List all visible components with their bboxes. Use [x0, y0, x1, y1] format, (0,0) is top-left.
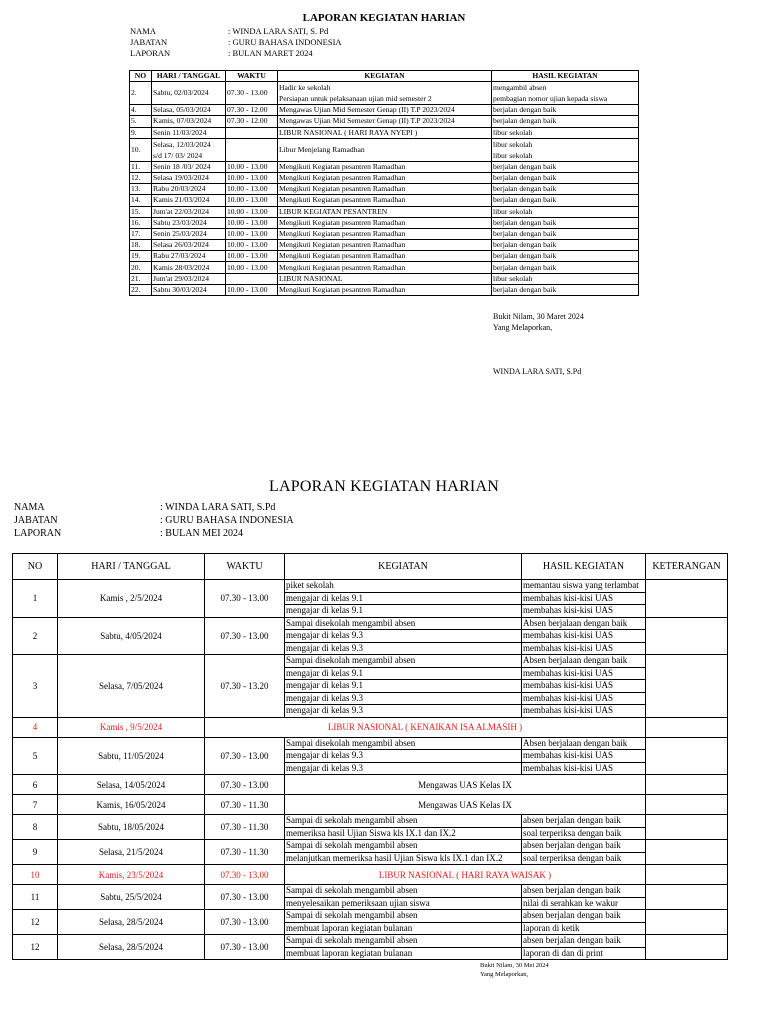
row-date: Kamis, 16/05/2024 [58, 795, 205, 815]
table-row [130, 184, 639, 195]
row-date: Kamis, 07/03/2024 [152, 116, 226, 127]
table-row [130, 262, 639, 273]
activity-line: Sampai di sekolah mengambil absen [285, 910, 521, 923]
row-date: Sabtu 30/03/2024 [152, 284, 226, 295]
activity-line: Persiapan untuk pelaksanaan ujian mid semester 2 [279, 94, 432, 104]
activity-line: piket sekolah [285, 580, 521, 593]
row-number: 17. [130, 228, 152, 239]
info-label: NAMA [130, 26, 156, 36]
result-line: nilai di serahkan ke wakur [523, 897, 618, 908]
activity-line: mengajar di kelas 9.3 [285, 750, 521, 763]
report2-signature [480, 961, 549, 979]
result-line: membahas kisi-kisi UAS [522, 593, 645, 606]
table-row [13, 885, 728, 910]
row-activity: Mengikuti Kegiatan pesantren Ramadhan [278, 240, 492, 251]
row-date: Sabtu, 02/03/2024 [152, 82, 226, 105]
row-result: berjalan dengan baik [492, 195, 639, 206]
result-line: soal terperiksa dengan baik [523, 852, 622, 863]
result-line: membahas kisi-kisi UAS [522, 750, 645, 763]
row-number: 20. [130, 262, 152, 273]
activity-line: Sampai di sekolah mengambil absen [285, 935, 521, 948]
row-date: Senin 18 /03/ 2024 [152, 161, 226, 172]
info-value: : GURU BAHASA INDONESIA [228, 37, 342, 47]
result-line: membahas kisi-kisi UAS [522, 693, 645, 706]
row-activity [285, 840, 522, 865]
row-note [646, 865, 728, 885]
activity-line: Sampai disekolah mengambil absen [285, 655, 521, 668]
row-result: berjalan dengan baik [492, 262, 639, 273]
result-line: laporan di dan di print [523, 947, 603, 958]
row-activity: Libur Menjelang Ramadhan [278, 138, 492, 161]
row-note [646, 935, 728, 960]
activity-line: mengajar di kelas 9.1 [285, 680, 521, 693]
row-number: 1 [13, 580, 58, 618]
row-activity [285, 935, 522, 960]
row-activity: LIBUR KEGIATAN PESANTREN [278, 206, 492, 217]
activity-line: mengajar di kelas 9.1 [286, 605, 363, 615]
result-line: membahas kisi-kisi UAS [523, 705, 613, 715]
row-number: 12 [13, 910, 58, 935]
row-activity: Mengikuti Kegiatan pesantren Ramadhan [278, 251, 492, 262]
result-line: membahas kisi-kisi UAS [523, 642, 613, 653]
holiday-label: LIBUR NASIONAL ( HARI RAYA WAISAK ) [285, 865, 646, 885]
result-line: membahas kisi-kisi UAS [523, 605, 613, 615]
activity-line: mengajar di kelas 9.3 [286, 642, 363, 653]
row-result: berjalan dengan baik [492, 184, 639, 195]
activity-line: mengajar di kelas 9.3 [286, 705, 363, 715]
info-value: : WINDA LARA SATI, S.Pd [160, 502, 276, 513]
signature-place-date: Bukit Nilam, 30 Mei 2024 [480, 962, 549, 969]
activity-line: mengajar di kelas 9.1 [285, 593, 521, 606]
row-activity: Mengikuti Kegiatan pesantren Ramadhan [278, 161, 492, 172]
row-date: Selasa, 7/05/2024 [58, 655, 205, 718]
row-time: 07.30 - 13.20 [205, 655, 285, 718]
info-value: : GURU BAHASA INDONESIA [160, 515, 294, 526]
row-number: 5. [130, 116, 152, 127]
row-time [226, 127, 278, 138]
result-line: laporan di ketik [523, 922, 580, 933]
row-time: 07.30 - 11.30 [205, 795, 285, 815]
row-activity [285, 885, 522, 910]
row-activity: Mengikuti Kegiatan pesantren Ramadhan [278, 172, 492, 183]
row-date: Selasa, 21/5/2024 [58, 840, 205, 865]
result-line: absen berjalan dengan baik [522, 840, 645, 853]
row-number: 12. [130, 172, 152, 183]
row-note [646, 617, 728, 655]
column-header: HARI / TANGGAL [152, 71, 226, 82]
row-activity: Mengikuti Kegiatan pesantren Ramadhan [278, 195, 492, 206]
activity-line: Sampai disekolah mengambil absen [285, 738, 521, 751]
column-header: HASIL KEGIATAN [492, 71, 639, 82]
result-line: libur sekolah [493, 139, 533, 149]
row-activity: Mengikuti Kegiatan pesantren Ramadhan [278, 228, 492, 239]
result-line: Absen berjalaan dengan baik [522, 738, 645, 751]
row-note [646, 717, 728, 737]
row-result: berjalan dengan baik [492, 284, 639, 295]
column-header: KEGIATAN [278, 71, 492, 82]
row-number: 3 [13, 655, 58, 718]
row-number: 18. [130, 240, 152, 251]
row-activity: Mengikuti Kegiatan pesantren Ramadhan [278, 217, 492, 228]
result-line: absen berjalan dengan baik [522, 885, 645, 898]
row-activity [278, 82, 492, 105]
signature-reporter: Yang Melaporkan, [480, 971, 529, 978]
row-date: Senin 11/03/2024 [152, 127, 226, 138]
result-line: pembagian nomor ujian kepada siswa [493, 94, 608, 104]
activity-line: membuat laporan kegiatan bulanan [286, 922, 413, 933]
row-activity [285, 655, 522, 718]
row-result: berjalan dengan baik [492, 228, 639, 239]
row-number: 2. [130, 82, 152, 105]
activity-line: melanjutkan memeriksa hasil Ujian Siswa kls IX.1 dan IX.2 [286, 852, 503, 863]
row-activity [285, 815, 522, 840]
row-date: Sabtu, 25/5/2024 [58, 885, 205, 910]
row-activity [285, 737, 522, 775]
row-date [152, 138, 226, 161]
row-time: 07.30 - 13.00 [205, 737, 285, 775]
table-row [130, 105, 639, 116]
table-row [130, 240, 639, 251]
signature-place-date: Bukit Nilam, 30 Maret 2024 [493, 312, 584, 321]
row-time: 07.30 - 13.00 [205, 865, 285, 885]
row-date: Kamis, 23/5/2024 [58, 865, 205, 885]
report1-title: LAPORAN KEGIATAN HARIAN [302, 12, 466, 24]
row-number: 19. [130, 251, 152, 262]
row-note [646, 815, 728, 840]
row-date: Selasa, 28/5/2024 [58, 910, 205, 935]
row-time [226, 273, 278, 284]
info-row [130, 48, 342, 59]
row-time: 10.00 - 13.00 [226, 228, 278, 239]
row-time: 10.00 - 13.00 [226, 284, 278, 295]
table-row [13, 935, 728, 960]
result-line: absen berjalan dengan baik [522, 935, 645, 948]
result-line: memantau siswa yang terlambat [522, 580, 645, 593]
result-line: membahas kisi-kisi UAS [522, 680, 645, 693]
row-date: Rabu 20/03/2024 [152, 184, 226, 195]
result-line: Absen berjalaan dengan baik [522, 618, 645, 631]
row-date: Sabtu 23/03/2024 [152, 217, 226, 228]
info-value: : BULAN MEI 2024 [160, 528, 244, 539]
row-activity: Mengikuti Kegiatan pesantren Ramadhan [278, 262, 492, 273]
row-time: 10.00 - 13.00 [226, 206, 278, 217]
row-date: Selasa 19/03/2024 [152, 172, 226, 183]
row-number: 2 [13, 617, 58, 655]
row-time: 07.30 - 13.00 [205, 775, 285, 795]
row-date: Selasa, 14/05/2024 [58, 775, 205, 795]
activity-line: Sampai disekolah mengambil absen [285, 618, 521, 631]
row-date: Jum'at 22/03/2024 [152, 206, 226, 217]
result-line: membahas kisi-kisi UAS [523, 762, 613, 773]
row-activity: LIBUR NASIONAL ( HARI RAYA NYEPI ) [278, 127, 492, 138]
row-note [646, 885, 728, 910]
activity-line: Sampai di sekolah mengambil absen [285, 840, 521, 853]
info-row [14, 514, 294, 527]
table-row [130, 284, 639, 295]
row-time: 07.30 - 13.00 [205, 580, 285, 618]
result-line: absen berjalan dengan baik [522, 815, 645, 828]
row-time: 10.00 - 13.00 [226, 195, 278, 206]
signature-reporter: Yang Melaporkan, [493, 323, 553, 332]
result-line: libur sekolah [493, 150, 533, 160]
row-number: 11. [130, 161, 152, 172]
row-activity: LIBUR NASIONAL [278, 273, 492, 284]
holiday-label: LIBUR NASIONAL ( KENAIKAN ISA ALMASIH ) [205, 717, 646, 737]
row-time: 07.30 - 13.00 [205, 885, 285, 910]
row-result: berjalan dengan baik [492, 251, 639, 262]
info-row [14, 527, 294, 540]
row-number: 8 [13, 815, 58, 840]
table-row [130, 161, 639, 172]
activity-line: menyelesaikan pemeriksaan ujian siswa [286, 897, 430, 908]
row-time: 10.00 - 13.00 [226, 262, 278, 273]
result-line: Absen berjalaan dengan baik [522, 655, 645, 668]
table-row [13, 655, 728, 718]
row-number: 11 [13, 885, 58, 910]
row-number: 15. [130, 206, 152, 217]
row-time: 10.00 - 13.00 [226, 240, 278, 251]
table-row [13, 717, 728, 737]
row-result [492, 138, 639, 161]
table-row [13, 910, 728, 935]
row-number: 9 [13, 840, 58, 865]
info-label: NAMA [14, 502, 45, 513]
row-note [646, 840, 728, 865]
report2-info [14, 501, 294, 540]
row-number: 21. [130, 273, 152, 284]
table-row [130, 172, 639, 183]
report1-signature [493, 311, 584, 333]
row-date-line: s/d 17/ 03/ 2024 [153, 150, 203, 160]
row-result: berjalan dengan baik [492, 105, 639, 116]
activity-line: mengajar di kelas 9.3 [286, 762, 363, 773]
row-result [522, 935, 646, 960]
row-date: Selasa, 05/03/2024 [152, 105, 226, 116]
row-number: 5 [13, 737, 58, 775]
result-line: mengambil absen [493, 83, 547, 93]
table-row [13, 815, 728, 840]
row-time: 10.00 - 13.00 [226, 161, 278, 172]
column-header: WAKTU [226, 71, 278, 82]
activity-line: mengajar di kelas 9.1 [285, 668, 521, 681]
row-activity [285, 617, 522, 655]
row-number: 22. [130, 284, 152, 295]
row-time: 07.30 - 11.30 [205, 840, 285, 865]
row-note [646, 775, 728, 795]
activity-line: Sampai di sekolah mengambil absen [285, 885, 521, 898]
row-date: Sabtu, 11/05/2024 [58, 737, 205, 775]
row-date: Selasa 26/03/2024 [152, 240, 226, 251]
row-note [646, 795, 728, 815]
activity-line: membuat laporan kegiatan bulanan [286, 947, 413, 958]
row-number: 10 [13, 865, 58, 885]
row-result [522, 885, 646, 910]
row-activity: Mengawas Ujian Mid Semester Genap (II) T.P 2023/2024 [278, 116, 492, 127]
row-number: 16. [130, 217, 152, 228]
column-header: WAKTU [205, 554, 285, 580]
row-date: Kamis 28/03/2024 [152, 262, 226, 273]
activity-line: Sampai di sekolah mengambil absen [285, 815, 521, 828]
row-number: 4. [130, 105, 152, 116]
info-row [14, 501, 294, 514]
table-row [130, 127, 639, 138]
row-date: Kamis , 2/5/2024 [58, 580, 205, 618]
info-label: JABATAN [130, 37, 168, 47]
row-date: Selasa, 28/5/2024 [58, 935, 205, 960]
row-number: 13. [130, 184, 152, 195]
row-date: Kamis , 9/5/2024 [58, 717, 205, 737]
row-time: 10.00 - 13.00 [226, 184, 278, 195]
row-date: Sabtu, 4/05/2024 [58, 617, 205, 655]
row-time: 10.00 - 13.00 [226, 217, 278, 228]
table-row [130, 273, 639, 284]
info-label: LAPORAN [14, 528, 62, 539]
row-result: libur sekolah [492, 127, 639, 138]
report1-table [129, 70, 639, 296]
table-row [130, 251, 639, 262]
row-result: libur sekolah [492, 273, 639, 284]
row-activity [285, 580, 522, 618]
table-row [13, 840, 728, 865]
row-date: Senin 25/03/2024 [152, 228, 226, 239]
table-row [130, 195, 639, 206]
row-result: berjalan dengan baik [492, 116, 639, 127]
signature-name: WINDA LARA SATI, S.Pd [493, 367, 582, 376]
row-number: 9. [130, 127, 152, 138]
row-number: 14. [130, 195, 152, 206]
row-result: berjalan dengan baik [492, 217, 639, 228]
row-time: 07.30 - 13.00 [226, 82, 278, 105]
row-result [522, 580, 646, 618]
report1-info [130, 26, 342, 59]
table-row [130, 138, 639, 161]
column-header: KEGIATAN [285, 554, 522, 580]
merged-activity: Mengawas UAS Kelas IX [285, 775, 646, 795]
row-time: 07.30 - 13.00 [205, 910, 285, 935]
report2-table [12, 553, 728, 960]
row-number: 10. [130, 138, 152, 161]
table-row [13, 795, 728, 815]
table-row [13, 775, 728, 795]
row-note [646, 655, 728, 718]
row-result [522, 617, 646, 655]
row-result [522, 840, 646, 865]
row-date: Sabtu, 18/05/2024 [58, 815, 205, 840]
info-row [130, 37, 342, 48]
table-row [13, 580, 728, 618]
row-time: 07.30 - 12.00 [226, 116, 278, 127]
table-row [13, 617, 728, 655]
table-row [130, 116, 639, 127]
row-number: 6 [13, 775, 58, 795]
column-header: NO [130, 71, 152, 82]
row-time: 07.30 - 11.30 [205, 815, 285, 840]
row-result [522, 737, 646, 775]
activity-line: memeriksa hasil Ujian Siswa kls IX.1 dan IX.2 [286, 827, 456, 838]
row-date-line: Selasa, 12/03/2024 [153, 139, 211, 149]
row-activity: Mengawas Ujian Mid Semester Genap (II) T.P 2023/2024 [278, 105, 492, 116]
row-note [646, 580, 728, 618]
info-label: LAPORAN [130, 48, 171, 58]
row-result [522, 655, 646, 718]
row-time: 10.00 - 13.00 [226, 251, 278, 262]
row-time: 07.30 - 13.00 [205, 935, 285, 960]
row-time: 07.30 - 13.00 [205, 617, 285, 655]
info-value: : WINDA LARA SATI, S. Pd [228, 26, 329, 36]
row-number: 12 [13, 935, 58, 960]
info-label: JABATAN [14, 515, 58, 526]
report2-title: LAPORAN KEGIATAN HARIAN [269, 478, 499, 495]
row-number: 7 [13, 795, 58, 815]
column-header: HARI / TANGGAL [58, 554, 205, 580]
row-activity [285, 910, 522, 935]
row-time [226, 138, 278, 161]
result-line: soal terperiksa dengan baik [523, 827, 622, 838]
table-row [130, 228, 639, 239]
row-date: Jum'at 29/03/2024 [152, 273, 226, 284]
row-date: Rabu 27/03/2024 [152, 251, 226, 262]
row-result: berjalan dengan baik [492, 172, 639, 183]
activity-line: Hadir ke sekolah [279, 83, 331, 93]
row-time: 07.30 - 12.00 [226, 105, 278, 116]
row-activity: Mengikuti Kegiatan pesantren Ramadhan [278, 284, 492, 295]
row-result: libur sekolah [492, 206, 639, 217]
table-row [13, 865, 728, 885]
row-activity: Mengikuti Kegiatan pesantren Ramadhan [278, 184, 492, 195]
row-note [646, 737, 728, 775]
table-row [13, 737, 728, 775]
table-row [130, 206, 639, 217]
row-result: berjalan dengan baik [492, 161, 639, 172]
merged-activity: Mengawas UAS Kelas IX [285, 795, 646, 815]
column-header: HASIL KEGIATAN [522, 554, 646, 580]
table-row [130, 217, 639, 228]
info-row [130, 26, 342, 37]
result-line: membahas kisi-kisi UAS [522, 630, 645, 643]
row-result [522, 910, 646, 935]
result-line: absen berjalan dengan baik [522, 910, 645, 923]
row-result: berjalan dengan baik [492, 240, 639, 251]
info-value: : BULAN MARET 2024 [228, 48, 313, 58]
activity-line: mengajar di kelas 9.3 [285, 630, 521, 643]
table-row [130, 82, 639, 105]
column-header: KETERANGAN [646, 554, 728, 580]
row-result [492, 82, 639, 105]
result-line: membahas kisi-kisi UAS [522, 668, 645, 681]
row-note [646, 910, 728, 935]
row-time: 10.00 - 13.00 [226, 172, 278, 183]
row-date: Kamis 21/03/2024 [152, 195, 226, 206]
activity-line: mengajar di kelas 9.3 [285, 693, 521, 706]
row-result [522, 815, 646, 840]
row-number: 4 [13, 717, 58, 737]
column-header: NO [13, 554, 58, 580]
